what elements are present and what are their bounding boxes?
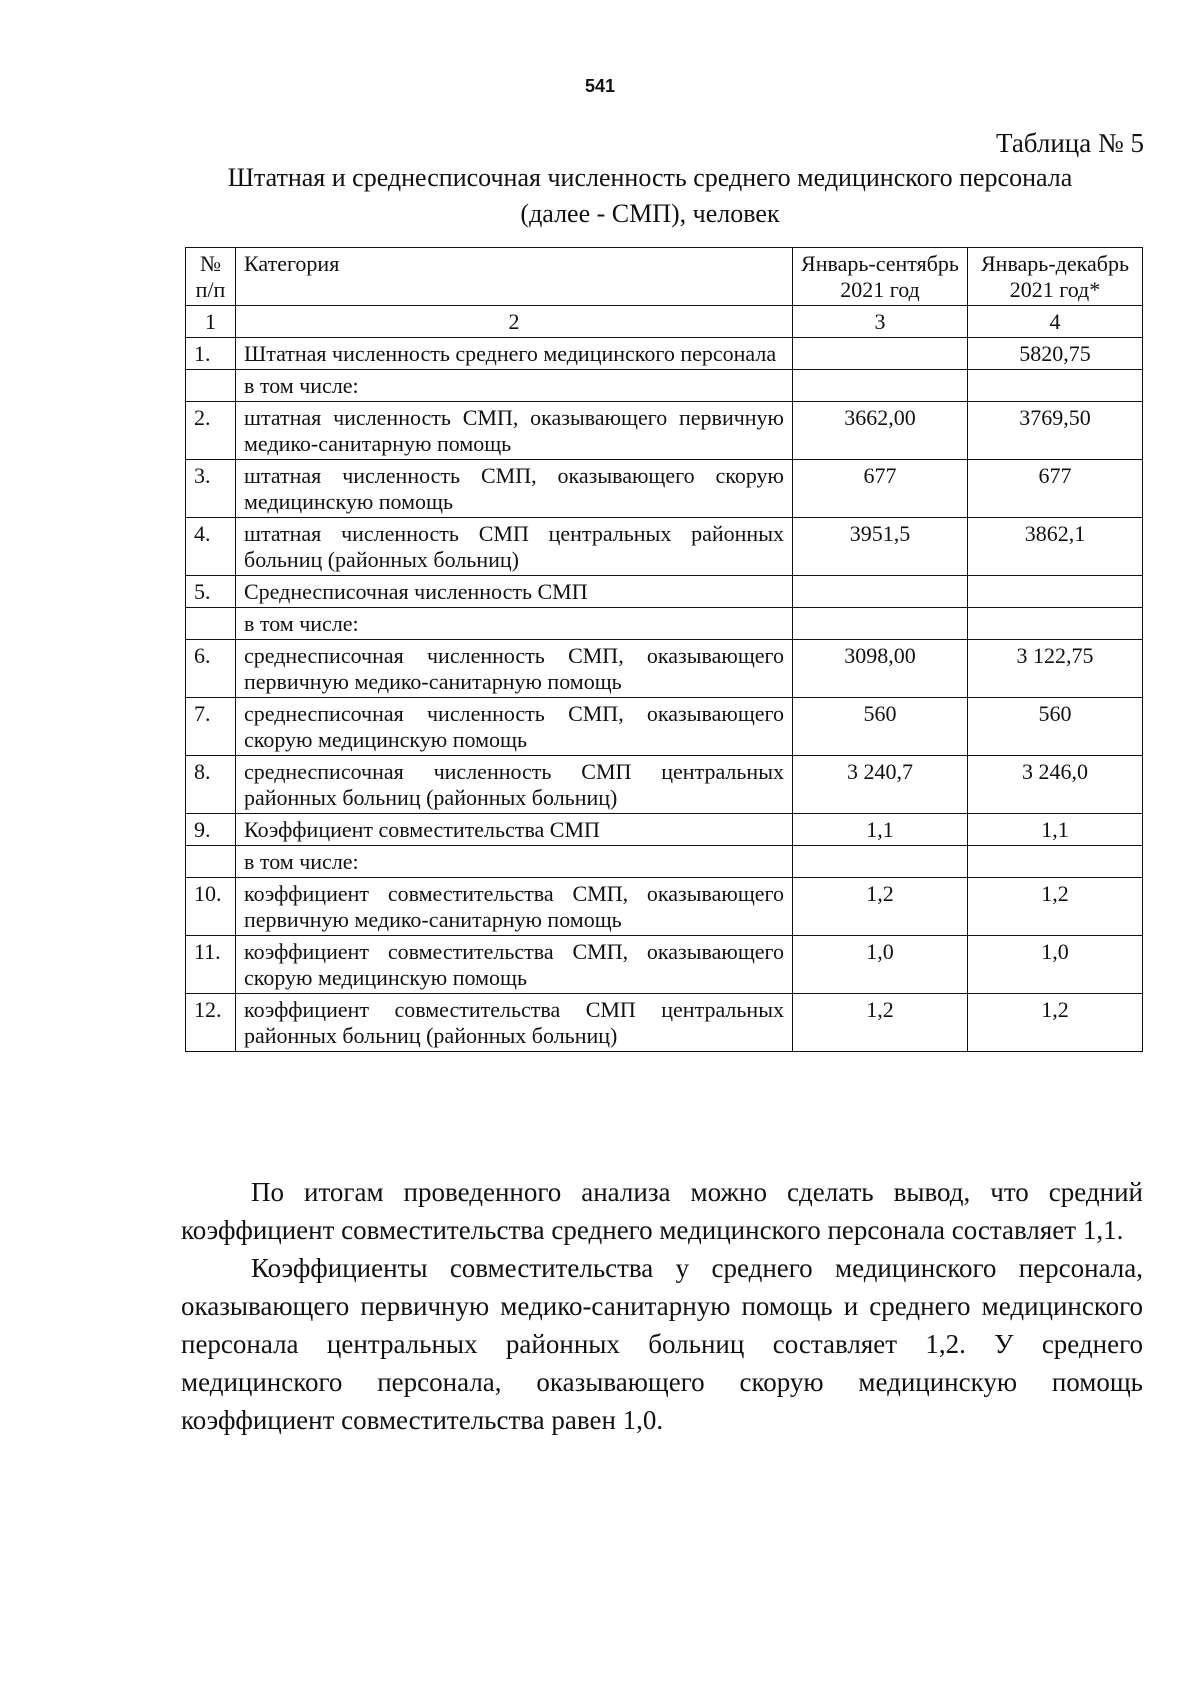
row-value-12m: 560	[968, 698, 1143, 756]
table-row	[186, 814, 1143, 846]
table-row	[186, 640, 1143, 698]
row-category: коэффициент совместительства СМП центральных районных больниц (районных больниц)	[236, 994, 793, 1052]
row-value-12m	[968, 608, 1143, 640]
column-index: 2	[236, 306, 793, 338]
row-value-9m: 1,2	[793, 878, 968, 936]
row-number: 7.	[186, 698, 236, 756]
row-value-9m: 3 240,7	[793, 756, 968, 814]
row-category: в том числе:	[236, 608, 793, 640]
row-number: 9.	[186, 814, 236, 846]
row-category: коэффициент совместительства СМП, оказывающего первичную медико-санитарную помощь	[236, 878, 793, 936]
page-number: 541	[584, 76, 616, 96]
table-body	[186, 338, 1143, 1052]
row-category: Штатная численность среднего медицинского персонала	[236, 338, 793, 370]
row-value-12m	[968, 576, 1143, 608]
row-value-9m	[793, 338, 968, 370]
row-value-12m: 3862,1	[968, 518, 1143, 576]
row-value-9m: 1,2	[793, 994, 968, 1052]
row-category: штатная численность СМП центральных районных больниц (районных больниц)	[236, 518, 793, 576]
header-no: № п/п	[186, 248, 236, 306]
table-row	[186, 370, 1143, 402]
row-number: 10.	[186, 878, 236, 936]
table-row	[186, 756, 1143, 814]
row-value-12m: 3 122,75	[968, 640, 1143, 698]
table-row	[186, 518, 1143, 576]
row-number: 5.	[186, 576, 236, 608]
row-value-9m: 3951,5	[793, 518, 968, 576]
table-row	[186, 576, 1143, 608]
row-number: 1.	[186, 338, 236, 370]
row-category: Среднесписочная численность СМП	[236, 576, 793, 608]
row-number	[186, 608, 236, 640]
row-number: 4.	[186, 518, 236, 576]
table-header-row	[186, 248, 1143, 306]
row-value-12m: 1,1	[968, 814, 1143, 846]
row-value-9m	[793, 608, 968, 640]
column-index-row	[186, 306, 1143, 338]
conclusion-paragraph-2: Коэффициенты совместительства у среднего медицинского персонала, оказывающего первичную медико-санитарную помощь и среднего медицинского персонала центральных районных больниц составляет 1,2. У среднего медицинского персонала, оказывающего скорую медицинскую помощь коэффициент совместительства равен 1,0.	[181, 1253, 1143, 1435]
row-value-9m	[793, 576, 968, 608]
row-number: 6.	[186, 640, 236, 698]
row-number: 12.	[186, 994, 236, 1052]
row-value-9m	[793, 370, 968, 402]
row-category: среднесписочная численность СМП, оказывающего первичную медико-санитарную помощь	[236, 640, 793, 698]
header-category: Категория	[236, 248, 793, 306]
row-value-12m: 677	[968, 460, 1143, 518]
table-title: Штатная и среднесписочная численность среднего медицинского персонала (далее - СМП), человек	[227, 163, 1073, 228]
row-category: среднесписочная численность СМП центральных районных больниц (районных больниц)	[236, 756, 793, 814]
table-row	[186, 698, 1143, 756]
row-category: штатная численность СМП, оказывающего скорую медицинскую помощь	[236, 460, 793, 518]
row-value-12m: 1,0	[968, 936, 1143, 994]
row-category: коэффициент совместительства СМП, оказывающего скорую медицинскую помощь	[236, 936, 793, 994]
row-value-12m	[968, 370, 1143, 402]
row-value-9m	[793, 846, 968, 878]
table-row	[186, 338, 1143, 370]
column-index: 3	[793, 306, 968, 338]
row-value-9m: 3098,00	[793, 640, 968, 698]
row-value-9m: 1,1	[793, 814, 968, 846]
header-period-12m: Январь-декабрь 2021 год*	[968, 248, 1143, 306]
row-value-9m: 3662,00	[793, 402, 968, 460]
table-row	[186, 608, 1143, 640]
table-row	[186, 402, 1143, 460]
row-category: Коэффициент совместительства СМП	[236, 814, 793, 846]
table-row	[186, 936, 1143, 994]
table-row	[186, 460, 1143, 518]
row-number: 3.	[186, 460, 236, 518]
row-value-12m: 5820,75	[968, 338, 1143, 370]
table-row	[186, 846, 1143, 878]
row-number: 11.	[186, 936, 236, 994]
column-index: 1	[186, 306, 236, 338]
row-value-12m: 3769,50	[968, 402, 1143, 460]
row-value-12m: 3 246,0	[968, 756, 1143, 814]
table-row	[186, 878, 1143, 936]
row-number	[186, 846, 236, 878]
conclusion-paragraph-1: По итогам проведенного анализа можно сделать вывод, что средний коэффициент совместительства среднего медицинского персонала составляет 1,1.	[181, 1177, 1143, 1245]
row-category: в том числе:	[236, 846, 793, 878]
row-number	[186, 370, 236, 402]
table-label: Таблица № 5	[996, 128, 1144, 158]
row-value-9m: 560	[793, 698, 968, 756]
staffing-table	[185, 247, 1143, 1052]
column-index: 4	[968, 306, 1143, 338]
row-category: штатная численность СМП, оказывающего первичную медико-санитарную помощь	[236, 402, 793, 460]
row-value-12m	[968, 846, 1143, 878]
row-value-9m: 677	[793, 460, 968, 518]
row-category: в том числе:	[236, 370, 793, 402]
row-category: среднесписочная численность СМП, оказывающего скорую медицинскую помощь	[236, 698, 793, 756]
row-number: 2.	[186, 402, 236, 460]
row-value-9m: 1,0	[793, 936, 968, 994]
header-period-9m: Январь-сентябрь 2021 год	[793, 248, 968, 306]
row-value-12m: 1,2	[968, 878, 1143, 936]
row-value-12m: 1,2	[968, 994, 1143, 1052]
row-number: 8.	[186, 756, 236, 814]
table-row	[186, 994, 1143, 1052]
